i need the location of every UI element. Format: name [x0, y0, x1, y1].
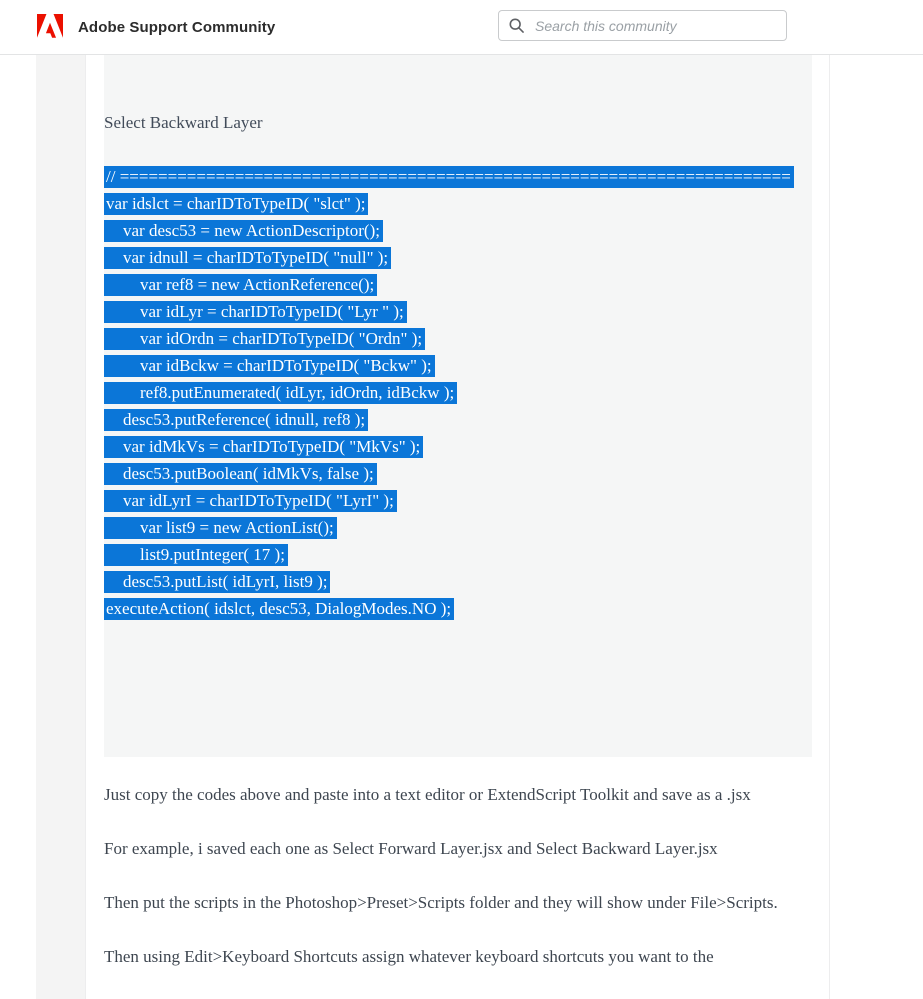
code-block-lines	[104, 163, 812, 622]
selected-code-text: var idBckw = charIDToTypeID( "Bckw" );	[104, 355, 435, 377]
selected-code-text: var idnull = charIDToTypeID( "null" );	[104, 247, 391, 269]
left-gutter	[36, 55, 86, 999]
selected-code-text: ref8.putEnumerated( idLyr, idOrdn, idBckw );	[104, 382, 457, 404]
site-header	[0, 0, 923, 55]
search-input[interactable]	[533, 17, 776, 35]
paragraph: For example, i saved each one as Select Forward Layer.jsx and Select Backward Layer.jsx	[104, 839, 718, 858]
paragraph: Then put the scripts in the Photoshop>Preset>Scripts folder and they will show under File>Scripts.	[104, 893, 778, 912]
code-line	[104, 271, 812, 298]
code-line	[104, 568, 812, 595]
selected-code-text: var desc53 = new ActionDescriptor();	[104, 220, 383, 242]
code-line	[104, 163, 812, 190]
post-body	[86, 55, 830, 999]
selected-code-text: desc53.putList( idLyrI, list9 );	[104, 571, 330, 593]
selected-code-text: list9.putInteger( 17 );	[104, 544, 288, 566]
selected-code-text: var idOrdn = charIDToTypeID( "Ordn" );	[104, 328, 425, 350]
code-line	[104, 298, 812, 325]
code-line	[104, 406, 812, 433]
selected-code-text: var list9 = new ActionList();	[104, 517, 337, 539]
code-line	[104, 514, 812, 541]
selected-code-text: var idLyr = charIDToTypeID( "Lyr " );	[104, 301, 407, 323]
selected-code-text: executeAction( idslct, desc53, DialogModes.NO );	[104, 598, 454, 620]
selected-code-text: desc53.putReference( idnull, ref8 );	[104, 409, 368, 431]
code-line	[104, 325, 812, 352]
selected-code-text: // ======================================================================	[104, 166, 794, 188]
selected-code-text: var idslct = charIDToTypeID( "slct" );	[104, 193, 368, 215]
code-line	[104, 379, 812, 406]
selected-code-text: var idMkVs = charIDToTypeID( "MkVs" );	[104, 436, 423, 458]
post-paragraphs	[104, 757, 804, 997]
selected-code-text: desc53.putBoolean( idMkVs, false );	[104, 463, 377, 485]
code-block-title: Select Backward Layer	[104, 113, 263, 132]
selected-code-text: var idLyrI = charIDToTypeID( "LyrI" );	[104, 490, 397, 512]
site-title[interactable]: Adobe Support Community	[78, 18, 276, 36]
search-box[interactable]	[498, 10, 787, 41]
selected-code-text: var ref8 = new ActionReference();	[104, 274, 377, 296]
blank-line	[104, 136, 812, 163]
code-line	[104, 541, 812, 568]
code-line	[104, 595, 812, 622]
paragraph: Just copy the codes above and paste into a text editor or ExtendScript Toolkit and save as a .jsx	[104, 785, 751, 804]
code-line	[104, 190, 812, 217]
search-icon	[509, 18, 524, 33]
code-line	[104, 487, 812, 514]
code-line	[104, 433, 812, 460]
code-line	[104, 217, 812, 244]
code-line	[104, 460, 812, 487]
code-block	[104, 55, 812, 757]
paragraph: Then using Edit>Keyboard Shortcuts assign whatever keyboard shortcuts you want to the	[104, 947, 714, 966]
adobe-logo-icon[interactable]	[37, 14, 63, 38]
code-line	[104, 244, 812, 271]
code-line	[104, 352, 812, 379]
